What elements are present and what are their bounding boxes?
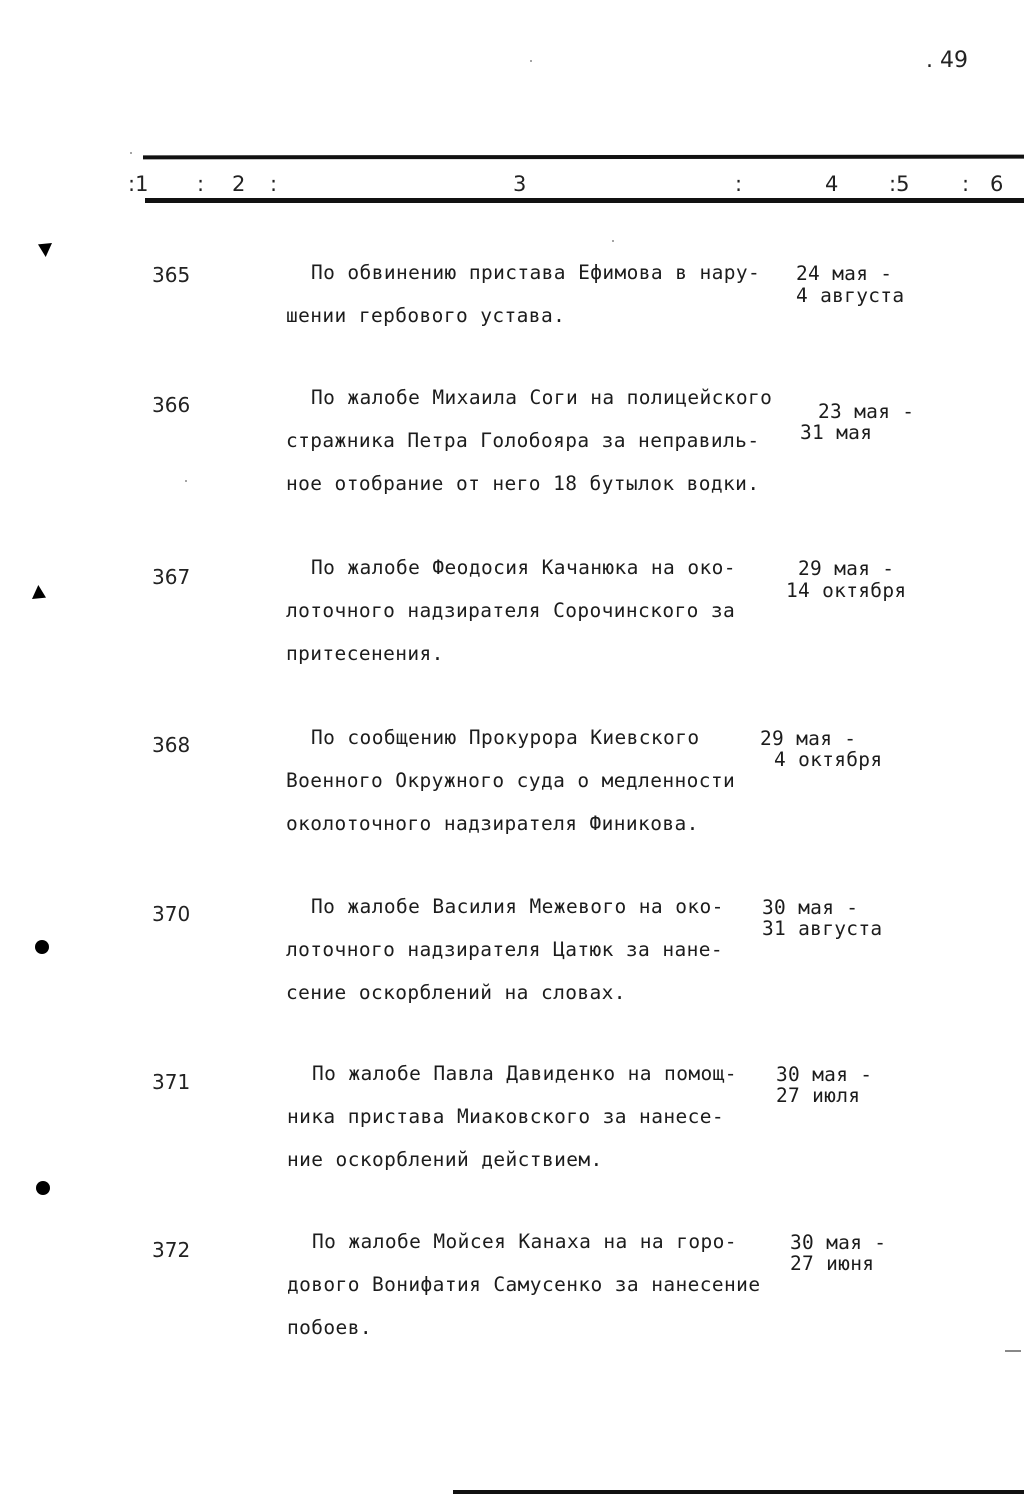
binding-hole-mark bbox=[36, 1181, 50, 1195]
binding-hole-mark bbox=[35, 940, 49, 954]
entry-number: 367 bbox=[152, 565, 191, 589]
entry-date-start: 30 мая - bbox=[776, 1063, 873, 1086]
entry-text-line: По жалобе Михаила Соги на полицейского bbox=[311, 386, 773, 409]
col-header-6: 6 bbox=[990, 172, 1004, 196]
entry-text-line: лоточного надзирателя Цатюк за нане- bbox=[286, 938, 724, 961]
entry-number: 371 bbox=[152, 1070, 191, 1094]
entry-date-end: 31 мая bbox=[800, 421, 873, 444]
col-header-2: 2 bbox=[232, 172, 246, 196]
col-header-3: 3 bbox=[513, 172, 527, 196]
page-bottom-rule bbox=[453, 1490, 1024, 1494]
entry-date-end: 31 августа bbox=[762, 917, 883, 940]
header-rule-top bbox=[143, 155, 1024, 160]
page-number: . 49 bbox=[926, 48, 968, 73]
entry-text-line: По жалобе Василия Межевого на око- bbox=[311, 895, 724, 918]
entry-text-line: околоточного надзирателя Финикова. bbox=[286, 812, 699, 835]
col-header-sep: : bbox=[270, 172, 278, 196]
col-header-sep: : bbox=[962, 172, 970, 196]
entry-text-line: сение оскорблений на словах. bbox=[286, 981, 626, 1004]
col-header-sep: : bbox=[735, 172, 743, 196]
entry-date-start: 30 мая - bbox=[790, 1231, 887, 1254]
entry-date-start: 30 мая - bbox=[762, 896, 859, 919]
entry-text-line: По жалобе Феодосия Качанюка на око- bbox=[311, 556, 736, 579]
scan-speck bbox=[185, 480, 187, 482]
col-header-5: :5 bbox=[889, 172, 910, 196]
entry-text-line: По жалобе Мойсея Канаха на на горо- bbox=[312, 1230, 737, 1253]
entry-text-line: шении гербового устава. bbox=[286, 304, 566, 327]
entry-text-line: По обвинению пристава Ефимова в нару- bbox=[311, 261, 761, 284]
col-header-sep: : bbox=[197, 172, 205, 196]
entry-number: 372 bbox=[152, 1238, 191, 1262]
entry-text-line: стражника Петра Голобояра за неправиль- bbox=[286, 429, 760, 452]
entry-text-line: побоев. bbox=[287, 1316, 372, 1339]
entry-date-start: 29 мая - bbox=[760, 727, 857, 750]
entry-text-line: ное отобрание от него 18 бутылок водки. bbox=[286, 472, 760, 495]
col-header-1: :1 bbox=[128, 172, 149, 196]
entry-date-end: 4 августа bbox=[796, 284, 905, 307]
entry-text-line: притесенения. bbox=[286, 642, 444, 665]
entry-date-end: 4 октября bbox=[774, 748, 883, 771]
scan-speck bbox=[130, 152, 132, 154]
entry-text-line: дового Вонифатия Самусенко за нанесение bbox=[287, 1273, 761, 1296]
entry-number: 366 bbox=[152, 393, 191, 417]
binding-hole-mark bbox=[38, 243, 52, 257]
entry-text-line: лоточного надзирателя Сорочинского за bbox=[286, 599, 736, 622]
entry-text-line: По жалобе Павла Давиденко на помощ- bbox=[312, 1062, 737, 1085]
entry-text-line: ника пристава Миаковского за нанесе- bbox=[287, 1105, 725, 1128]
entry-date-start: 29 мая - bbox=[798, 557, 895, 580]
entry-date-start: 23 мая - bbox=[818, 400, 915, 423]
entry-text-line: ние оскорблений действием. bbox=[287, 1148, 603, 1171]
entry-text-line: Военного Окружного суда о медленности bbox=[286, 769, 736, 792]
entry-date-end: 27 июля bbox=[776, 1084, 861, 1107]
entry-date-end: 27 июня bbox=[790, 1252, 875, 1275]
header-rule-bottom bbox=[145, 198, 1024, 203]
entry-number: 370 bbox=[152, 902, 191, 926]
entry-number: 365 bbox=[152, 263, 191, 287]
scan-speck bbox=[1005, 1350, 1021, 1352]
scan-speck bbox=[530, 60, 532, 62]
entry-text-line: По сообщению Прокурора Киевского bbox=[311, 726, 700, 749]
col-header-4: 4 bbox=[825, 172, 839, 196]
entry-date-end: 14 октября bbox=[786, 579, 907, 602]
entry-date-start: 24 мая - bbox=[796, 262, 893, 285]
binding-hole-mark bbox=[32, 585, 46, 599]
entry-number: 368 bbox=[152, 733, 191, 757]
scan-speck bbox=[612, 240, 614, 242]
